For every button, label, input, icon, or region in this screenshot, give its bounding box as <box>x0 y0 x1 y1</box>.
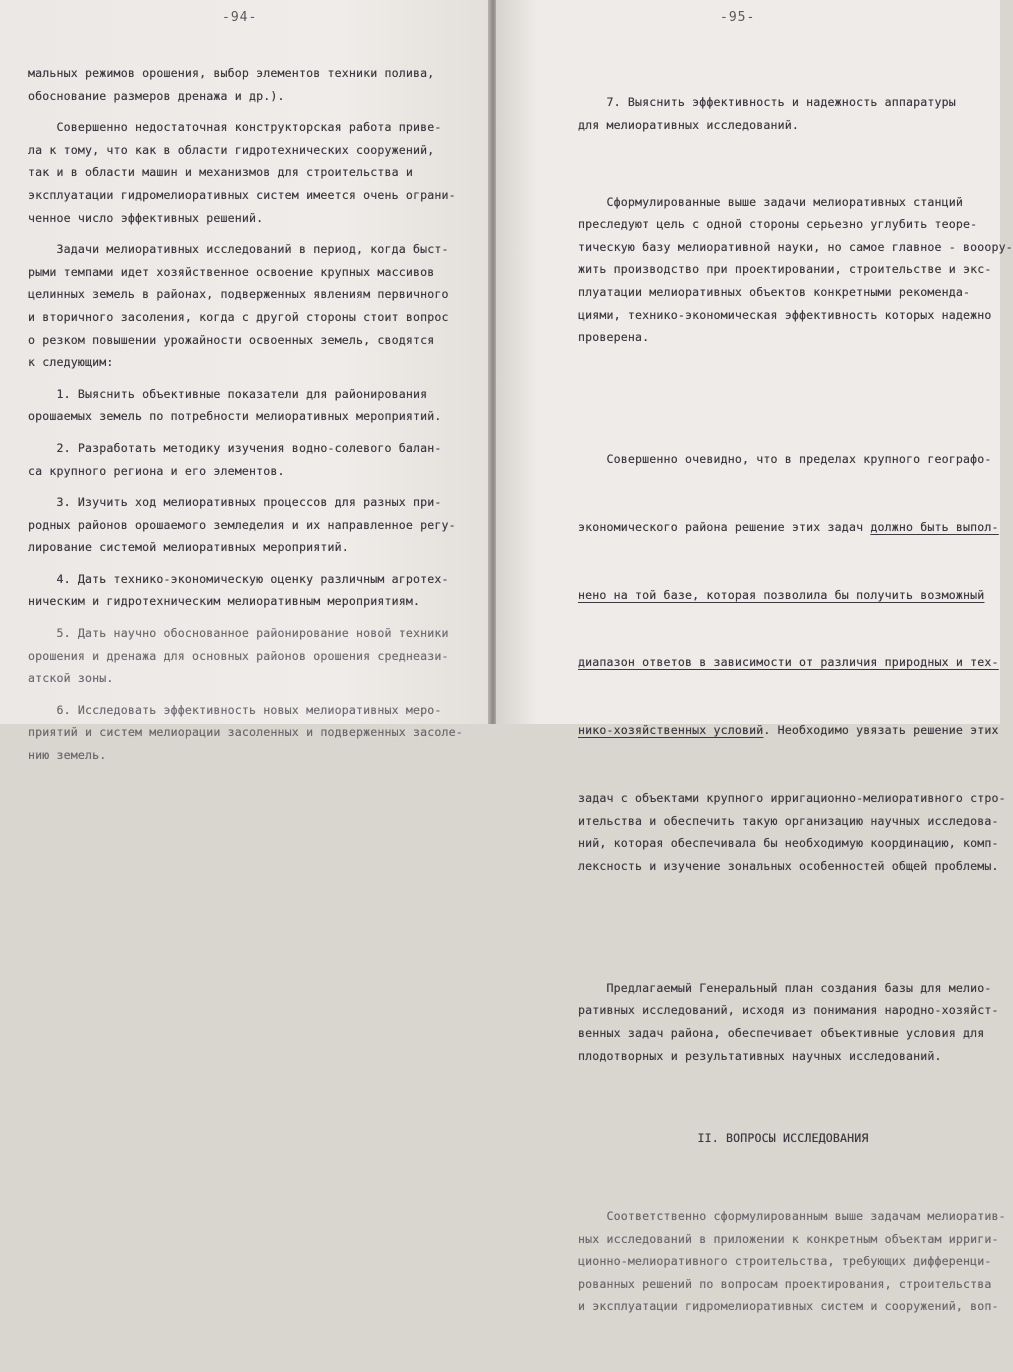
text-line: Соответственно сформулированным выше задачам мелиоратив- <box>578 1209 1006 1224</box>
text-line: и эксплуатации гидромелиоративных систем и сооружений, воп- <box>578 1299 999 1314</box>
paragraph <box>28 699 480 767</box>
text-line: плодотворных и результативных научных исследований. <box>578 1048 942 1063</box>
paragraph <box>28 491 480 559</box>
text-line: рованных решений по вопросам проектирования, строительства <box>578 1276 992 1291</box>
left-page <box>0 0 490 763</box>
underlined-line: нено на той базе, которая позволила бы получить возможный <box>578 587 985 602</box>
text-line: ний, которая обеспечивала бы необходимую координацию, комп- <box>578 836 999 851</box>
text-line: 2. Разработать методику изучения водно-солевого балан- <box>28 440 442 455</box>
text-line: ционно-мелиоративного строительства, требующих дифференци- <box>578 1254 992 1269</box>
underlined-segment: должно быть выпол- <box>870 519 999 534</box>
left-page-text <box>28 62 480 776</box>
text-line: ченное число эффективных решений. <box>28 210 264 225</box>
right-page-text <box>578 46 1013 1372</box>
text-line: циями, технико-экономическая эффективность которых надежно <box>578 307 992 322</box>
text-line: 6. Исследовать эффективность новых мелиоративных меро- <box>28 702 442 717</box>
text-line: ническим и гидротехническим мелиоративным мероприятиям. <box>28 594 421 609</box>
text-line: преследуют цель с одной стороны серьезно углубить теоре- <box>578 217 978 232</box>
underlined-segment: нико-хозяйственных условий <box>578 723 764 738</box>
section-heading: II. ВОПРОСЫ ИССЛЕДОВАНИЯ <box>697 1131 869 1146</box>
left-page-number: -94- <box>222 10 258 25</box>
text-line: задач с объектами крупного ирригационно-мелиоративного стро- <box>578 791 1006 805</box>
text-line: нию земель. <box>28 748 107 763</box>
text-line: Задачи мелиоративных исследований в период, когда быст- <box>28 242 449 257</box>
paragraph <box>28 238 480 374</box>
text-line: эксплуатации гидромелиоративных систем имеется очень ограни- <box>28 187 456 202</box>
paragraph <box>28 62 480 107</box>
right-page <box>496 0 1013 1314</box>
text-line: рыми темпами идет хозяйственное освоение крупных массивов <box>28 264 435 279</box>
text-segment: . Необходимо увязать решение этих <box>763 723 999 738</box>
paragraph <box>28 568 480 613</box>
text-line: Предлагаемый Генеральный план создания базы для мелио- <box>578 980 992 995</box>
text-line: са крупного региона и его элементов. <box>28 463 285 478</box>
text-line: для мелиоративных исследований. <box>578 117 800 132</box>
paragraph-research-questions <box>578 1205 1006 1318</box>
text-line: 7. Выяснить эффективность и надежность аппаратуры <box>578 95 956 110</box>
paragraph-obvious <box>578 403 1006 923</box>
paragraph <box>28 116 480 229</box>
text-line: 4. Дать технико-экономическую оценку различным агротех- <box>28 571 449 586</box>
text-line: Совершенно очевидно, что в пределах крупного географо- <box>578 452 992 467</box>
right-page-number: -95- <box>720 10 756 25</box>
text-line: целинных земель в районах, подверженных явлениям первичного <box>28 287 449 302</box>
text-line: Сформулированные выше задачи мелиоративных станций <box>578 194 964 209</box>
text-line: приятий и систем мелиорации засоленных и подверженных засоле- <box>28 725 463 740</box>
text-line: ительства и обеспечить такую организацию научных исследова- <box>578 813 999 828</box>
text-line: 1. Выяснить объективные показатели для районирования <box>28 386 428 401</box>
text-line: лирование системой мелиоративных мероприятий. <box>28 540 349 555</box>
text-segment: экономического района решение этих задач <box>578 519 871 534</box>
text-line: орошения и дренажа для основных районов орошения среднеази- <box>28 648 449 663</box>
paragraph <box>28 437 480 482</box>
text-line: к следующим: <box>28 355 114 370</box>
text-line: жить производство при проектировании, строительстве и экс- <box>578 262 992 277</box>
paragraph <box>28 622 480 690</box>
text-line: обоснование размеров дренажа и др.). <box>28 88 285 103</box>
text-line: мальных режимов орошения, выбор элементов техники полива, <box>28 66 435 80</box>
paragraph-item-7 <box>578 91 988 136</box>
text-line: плуатации мелиоративных объектов конкретными рекоменда- <box>578 284 971 299</box>
text-line <box>578 719 999 742</box>
text-line: Совершенно недостаточная конструкторская работа приве- <box>28 120 442 135</box>
text-line: и вторичного засоления, когда с другой стороны стоит вопрос <box>28 309 449 324</box>
text-line: проверена. <box>578 330 650 345</box>
text-line <box>578 516 999 539</box>
text-line: 5. Дать научно обоснованное районирование новой техники <box>28 626 449 641</box>
text-line: ла к тому, что как в области гидротехнических сооружений, <box>28 142 435 157</box>
text-line: родных районов орошаемого земледелия и их направленное регу- <box>28 517 456 532</box>
text-line: ных исследований в приложении к конкретным объектам ирриги- <box>578 1231 999 1246</box>
text-line: ративных исследований, исходя из понимания народно-хозяйст- <box>578 1003 999 1018</box>
text-line: о резком повышении урожайности освоенных земель, сводятся <box>28 332 435 347</box>
underlined-line: диапазон ответов в зависимости от различия природных и тех- <box>578 655 999 670</box>
paragraph-tasks-summary <box>578 191 1013 349</box>
text-line: тическую базу мелиоративной науки, но самое главное - вооору- <box>578 239 1013 254</box>
paragraph <box>28 383 480 428</box>
text-line: атской зоны. <box>28 671 114 686</box>
text-line: венных задач района, обеспечивает объективные условия для <box>578 1025 985 1040</box>
text-line: 3. Изучить ход мелиоративных процессов для разных при- <box>28 495 442 510</box>
text-line: лексность и изучение зональных особенностей общей проблемы. <box>578 858 999 873</box>
paragraph-general-plan <box>578 977 999 1067</box>
text-line: орошаемых земель по потребности мелиоративных мероприятий. <box>28 409 442 424</box>
text-line: так и в области машин и механизмов для строительства и <box>28 165 414 180</box>
